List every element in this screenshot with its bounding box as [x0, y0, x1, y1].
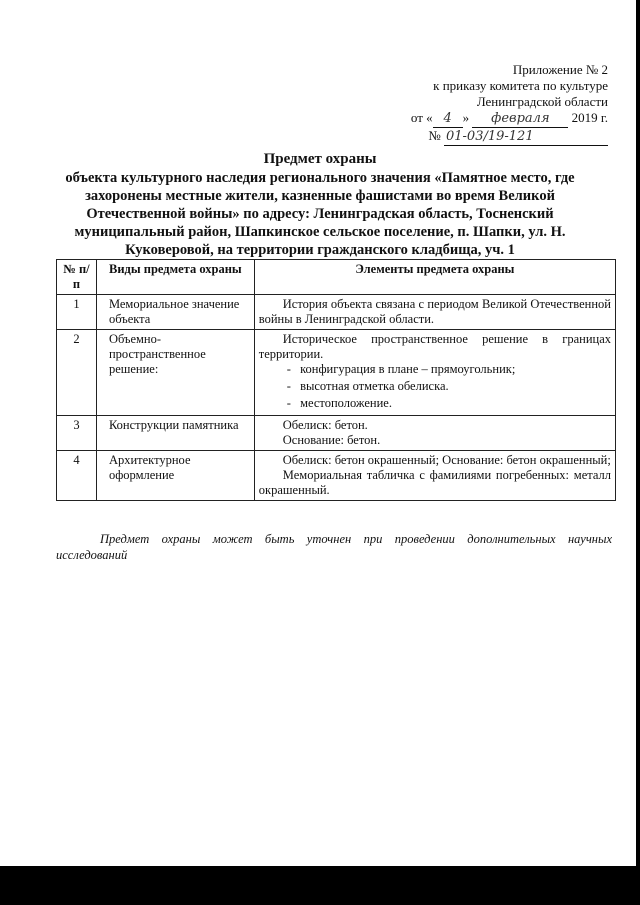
title-main: Предмет охраны — [263, 151, 377, 167]
row-number: 2 — [57, 330, 97, 416]
table-row — [57, 295, 616, 330]
row-kind: Архитектурное оформление — [96, 451, 254, 501]
handwritten-order-number: 01-03/19-121 — [444, 129, 608, 146]
header-kind: Виды предмета охраны — [96, 260, 254, 295]
element-paragraph: История объекта связана с периодом Великой Отечественной войны в Ленинградской области. — [258, 297, 611, 326]
element-paragraph: Обелиск: бетон. — [282, 418, 368, 432]
row-elements — [254, 416, 615, 451]
element-paragraph: Основание: бетон. — [282, 433, 381, 447]
appendix-order-number: № 01-03/19-121 — [411, 128, 608, 146]
element-list-item: - высотная отметка обелиска. — [287, 379, 611, 394]
row-number: 1 — [57, 295, 97, 330]
row-number: 3 — [57, 416, 97, 451]
appendix-date: от « 4 » февраля 2019 г. — [410, 110, 608, 126]
row-kind: Конструкции памятника — [96, 416, 254, 451]
document-title — [60, 150, 580, 259]
handwritten-month: февраля — [472, 111, 568, 128]
handwritten-day: 4 — [433, 111, 463, 128]
row-elements — [254, 330, 615, 416]
header-elements: Элементы предмета охраны — [254, 260, 615, 295]
row-elements — [254, 295, 615, 330]
row-kind: Мемориальное значение объекта — [96, 295, 254, 330]
protection-subject-table — [56, 259, 616, 501]
element-list-item: - местоположение. — [287, 396, 611, 411]
element-list — [259, 362, 611, 411]
table-header-row — [57, 260, 616, 295]
element-list-item: - конфигурация в плане – прямоугольник; — [287, 362, 611, 377]
appendix-number: Приложение № 2 — [512, 62, 608, 77]
date-year: 2019 г. — [571, 110, 608, 125]
row-number: 4 — [57, 451, 97, 501]
footnote-note: Предмет охраны может быть уточнен при проведении дополнительных научных исследований — [56, 532, 612, 562]
table-row — [57, 330, 616, 416]
table-row — [57, 451, 616, 501]
table-row — [57, 416, 616, 451]
element-paragraph: Мемориальная табличка с фамилиями погребенных: металл окрашенный. — [258, 468, 611, 497]
appendix-order-ref: к приказу комитета по культуре — [433, 78, 608, 93]
row-kind: Объемно-пространственное решение: — [96, 330, 254, 416]
row-elements — [254, 451, 615, 501]
title-object-description: объекта культурного наследия регионального значения «Памятное место, где захоронены местные жители, казненные фашистами во время Великой Отечественной войны» по адресу: Ленинградская область, Тосненский муниципальный район, Шапкинское сельское поселение, п. Шапки, ул. Н. Куковеровой, на территории гражданского кладбища, уч. 1 — [65, 170, 575, 258]
appendix-region: Ленинградской области — [476, 94, 608, 109]
appendix-header — [411, 62, 608, 146]
element-paragraph: Обелиск: бетон окрашенный; Основание: бетон окрашенный; — [282, 453, 611, 467]
header-number: № п/п — [57, 260, 97, 295]
element-paragraph: Историческое пространственное решение в границах территории. — [258, 332, 611, 361]
